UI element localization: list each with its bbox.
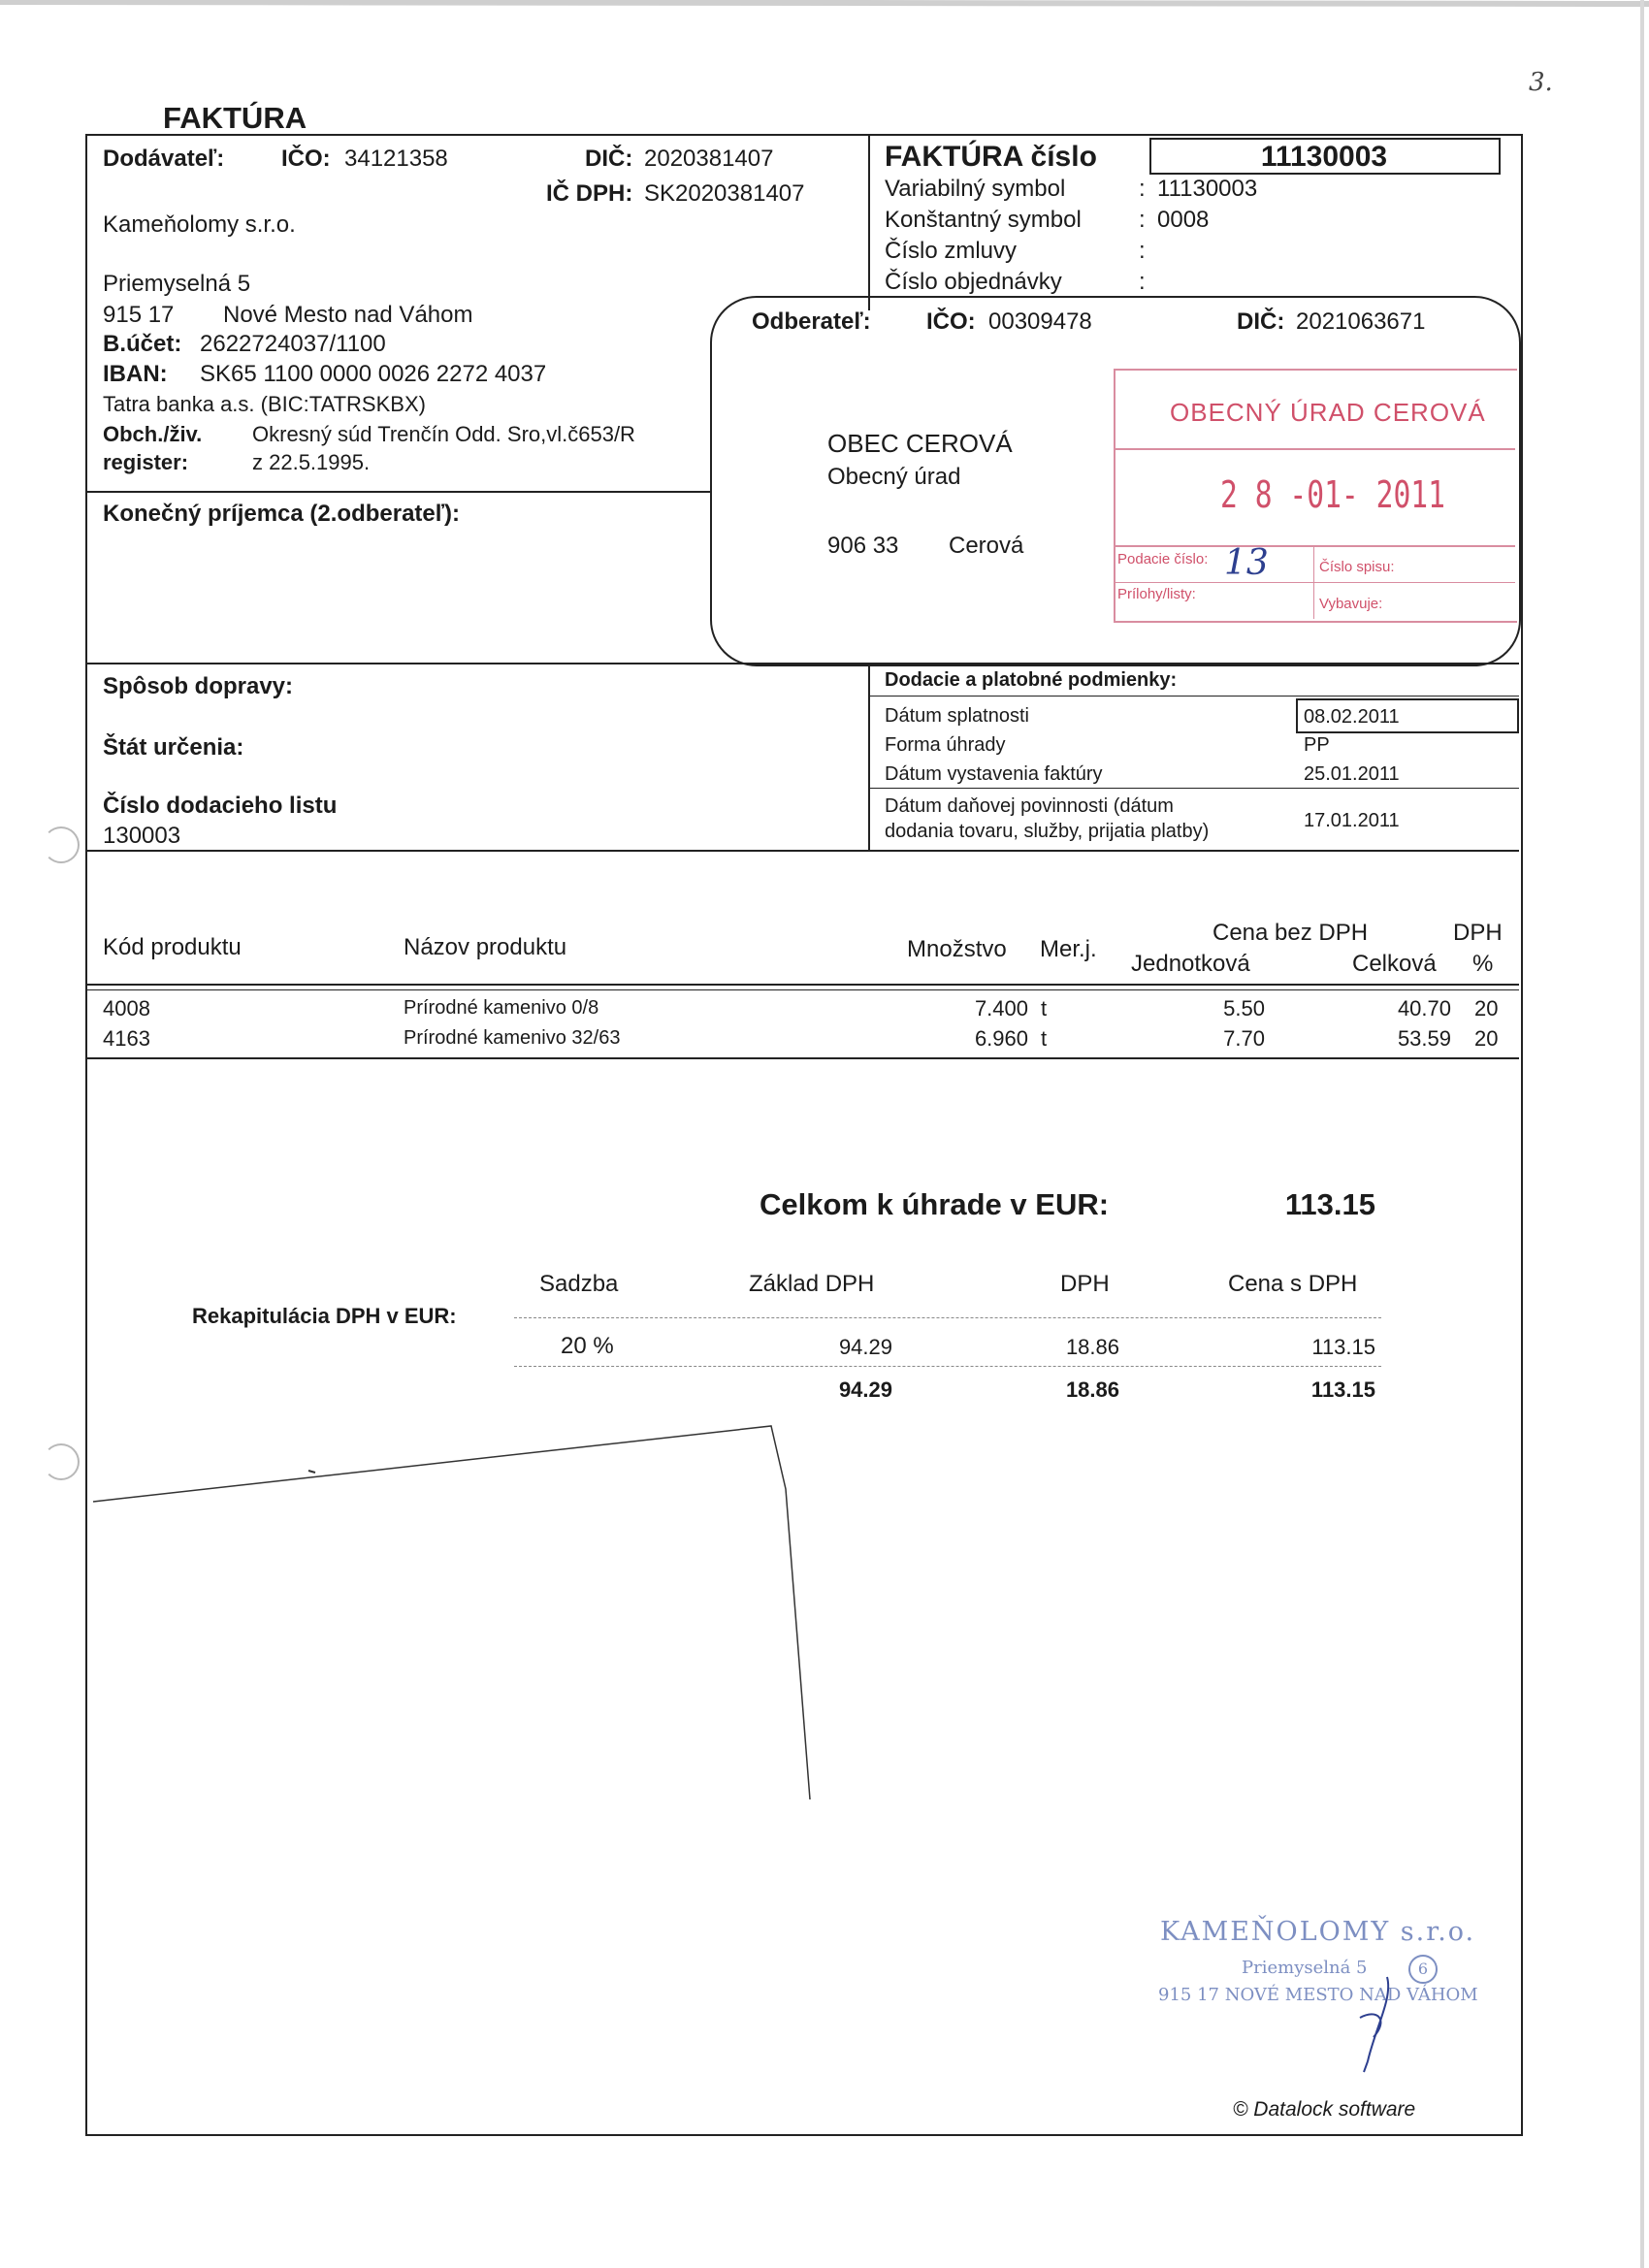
tax-date-label-line-2: dodania tovaru, služby, prijatia platby) (885, 821, 1210, 842)
vat-gross-sum: 113.15 (1310, 1377, 1375, 1402)
item-unit: t (1041, 996, 1048, 1021)
register-text-1: Okresný súd Trenčín Odd. Sro,vl.č653/R (252, 422, 635, 446)
vat-base-sum: 94.29 (838, 1377, 892, 1402)
col-code-header: Kód produktu (103, 934, 242, 960)
supplier-icdph-label: IČ DPH: (546, 180, 633, 207)
divider (868, 696, 1519, 697)
supplier-iban-label: IBAN: (103, 361, 168, 387)
item-vat: 20 (1474, 996, 1499, 1021)
vat-recap-label: Rekapitulácia DPH v EUR: (192, 1304, 457, 1328)
item-unit: t (1041, 1026, 1048, 1051)
due-date-label: Dátum splatnosti (885, 705, 1029, 727)
customer-label: Odberateľ: (752, 308, 871, 335)
col-unit-price-header: Jednotková (1131, 951, 1250, 977)
delivery-note-label: Číslo dodacieho listu (103, 793, 338, 819)
transport-mode-label: Spôsob dopravy: (103, 673, 294, 699)
customer-ico: 00309478 (988, 308, 1092, 335)
issue-date: 25.01.2011 (1304, 763, 1400, 785)
item-qty: 7.400 (974, 996, 1028, 1021)
company-stamp-name: KAMEŇOLOMY s.r.o. (1160, 1917, 1476, 1947)
punch-hole (43, 826, 80, 863)
item-total: 40.70 (1397, 996, 1451, 1021)
vat-gross: 113.15 (1311, 1335, 1375, 1359)
item-qty: 6.960 (974, 1026, 1028, 1051)
col-total-header: Celková (1352, 951, 1437, 977)
vat-base: 94.29 (838, 1335, 892, 1359)
col-price-group-header: Cena bez DPH (1212, 920, 1369, 946)
document-title: FAKTÚRA (163, 101, 307, 135)
stamp-cell-filing-number: Podacie číslo: (1117, 551, 1209, 567)
item-unit-price: 7.70 (1223, 1026, 1265, 1051)
company-stamp-city: 915 17 NOVÉ MESTO NAD VÁHOM (1158, 1985, 1478, 2005)
divider (868, 788, 1519, 789)
customer-dic: 2021063671 (1296, 308, 1426, 335)
supplier-iban: SK65 1100 0000 0026 2272 4037 (200, 361, 547, 387)
supplier-account-label: B.účet: (103, 331, 182, 357)
divider (87, 850, 1519, 852)
customer-name: OBEC CEROVÁ (827, 429, 1013, 458)
punch-hole (43, 1443, 80, 1480)
col-unit-header: Mer.j. (1040, 936, 1097, 962)
item-name: Prírodné kamenivo 0/8 (404, 997, 599, 1019)
supplier-dic-label: DIČ: (585, 146, 633, 172)
col-vat-pct-header: % (1472, 951, 1494, 977)
corner-mark: 3. (1529, 68, 1553, 97)
customer-zip: 906 33 (827, 533, 899, 559)
invoice-number-label: FAKTÚRA číslo (885, 141, 1097, 173)
stamp-title: OBECNÝ ÚRAD CEROVÁ (1170, 398, 1486, 427)
stamp-date: 2 8 -01- 2011 (1220, 473, 1445, 516)
register-label-1: Obch./živ. (103, 422, 203, 446)
supplier-ico-label: IČO: (281, 146, 331, 172)
divider (87, 989, 1519, 990)
item-total: 53.59 (1397, 1026, 1451, 1051)
item-vat: 20 (1474, 1026, 1499, 1051)
variable-symbol-colon: : (1139, 176, 1146, 202)
customer-city: Cerová (949, 533, 1024, 559)
invoice-number: 11130003 (1260, 141, 1388, 173)
vat-base-header: Základ DPH (749, 1271, 875, 1297)
customer-dic-label: DIČ: (1237, 308, 1285, 335)
item-name: Prírodné kamenivo 32/63 (404, 1027, 621, 1049)
destination-state-label: Štát určenia: (103, 734, 244, 761)
tax-date: 17.01.2011 (1304, 810, 1400, 831)
footer-credit: © Datalock software (1233, 2098, 1416, 2121)
contract-number-colon: : (1139, 238, 1146, 264)
stamp-cell-handled-by: Vybavuje: (1319, 596, 1383, 612)
supplier-dic: 2020381407 (644, 146, 774, 172)
final-recipient-label: Konečný príjemca (2.odberateľ): (103, 501, 461, 527)
vat-rate-header: Sadzba (539, 1271, 619, 1297)
vat-amount: 18.86 (1065, 1335, 1119, 1359)
variable-symbol-value: 11130003 (1157, 176, 1258, 202)
col-name-header: Názov produktu (404, 934, 567, 960)
supplier-icdph: SK2020381407 (644, 180, 805, 207)
customer-ico-label: IČO: (926, 308, 976, 335)
divider (87, 984, 1519, 986)
item-unit-price: 5.50 (1223, 996, 1265, 1021)
divider (868, 136, 870, 310)
col-vat-header: DPH (1453, 920, 1503, 946)
customer-office: Obecný úrad (827, 464, 961, 490)
col-qty-header: Množstvo (907, 936, 1007, 962)
constant-symbol-label: Konštantný symbol (885, 207, 1082, 233)
supplier-account: 2622724037/1100 (200, 331, 386, 357)
terms-title: Dodacie a platobné podmienky: (885, 669, 1178, 691)
total-amount: 113.15 (1284, 1187, 1375, 1221)
supplier-ico: 34121358 (344, 146, 448, 172)
vat-amount-sum: 18.86 (1065, 1377, 1119, 1402)
tax-date-label-line-1: Dátum daňovej povinnosti (dátum (885, 795, 1174, 817)
company-stamp-street: Priemyselná 5 (1242, 1958, 1368, 1978)
vat-gross-header: Cena s DPH (1228, 1271, 1358, 1297)
stamp-rule (1114, 545, 1515, 547)
divider (87, 1057, 1519, 1059)
item-code: 4163 (103, 1026, 150, 1051)
total-label: Celkom k úhrade v EUR: (760, 1187, 1110, 1221)
supplier-bank: Tatra banka a.s. (BIC:TATRSKBX) (103, 392, 426, 416)
stamp-rule (1114, 448, 1515, 450)
supplier-zip: 915 17 (103, 302, 175, 328)
divider (87, 663, 1519, 664)
payment-method-label: Forma úhrady (885, 734, 1006, 756)
stamp-cell-attachments: Prílohy/listy: (1117, 586, 1196, 602)
contract-number-label: Číslo zmluvy (885, 238, 1018, 264)
payment-method: PP (1304, 734, 1330, 756)
issue-date-label: Dátum vystavenia faktúry (885, 763, 1103, 785)
vat-amount-header: DPH (1060, 1271, 1110, 1297)
divider (87, 491, 712, 493)
supplier-city: Nové Mesto nad Váhom (223, 302, 473, 328)
delivery-note-number: 130003 (103, 823, 181, 849)
order-number-colon: : (1139, 269, 1146, 295)
order-number-label: Číslo objednávky (885, 269, 1062, 295)
constant-symbol-value: 0008 (1157, 207, 1210, 233)
constant-symbol-colon: : (1139, 207, 1146, 233)
register-label-2: register: (103, 450, 189, 474)
signature (1339, 1969, 1416, 2076)
item-code: 4008 (103, 996, 150, 1021)
due-date: 08.02.2011 (1304, 706, 1400, 728)
supplier-label: Dodávateľ: (103, 146, 225, 172)
supplier-name: Kameňolomy s.r.o. (103, 211, 296, 238)
stamp-filing-number-value: 13 (1224, 543, 1269, 583)
divider (868, 663, 870, 852)
supplier-street: Priemyselná 5 (103, 271, 251, 297)
vat-rate: 20 % (561, 1333, 614, 1359)
stamp-rule (1114, 582, 1515, 583)
divider (514, 1317, 1381, 1318)
stamp-cell-file-number: Číslo spisu: (1319, 559, 1395, 575)
register-text-2: z 22.5.1995. (252, 450, 371, 474)
variable-symbol-label: Variabilný symbol (885, 176, 1066, 202)
company-stamp-mark: 6 (1408, 1955, 1438, 1984)
divider (514, 1366, 1381, 1367)
stamp-rule (1313, 545, 1314, 619)
